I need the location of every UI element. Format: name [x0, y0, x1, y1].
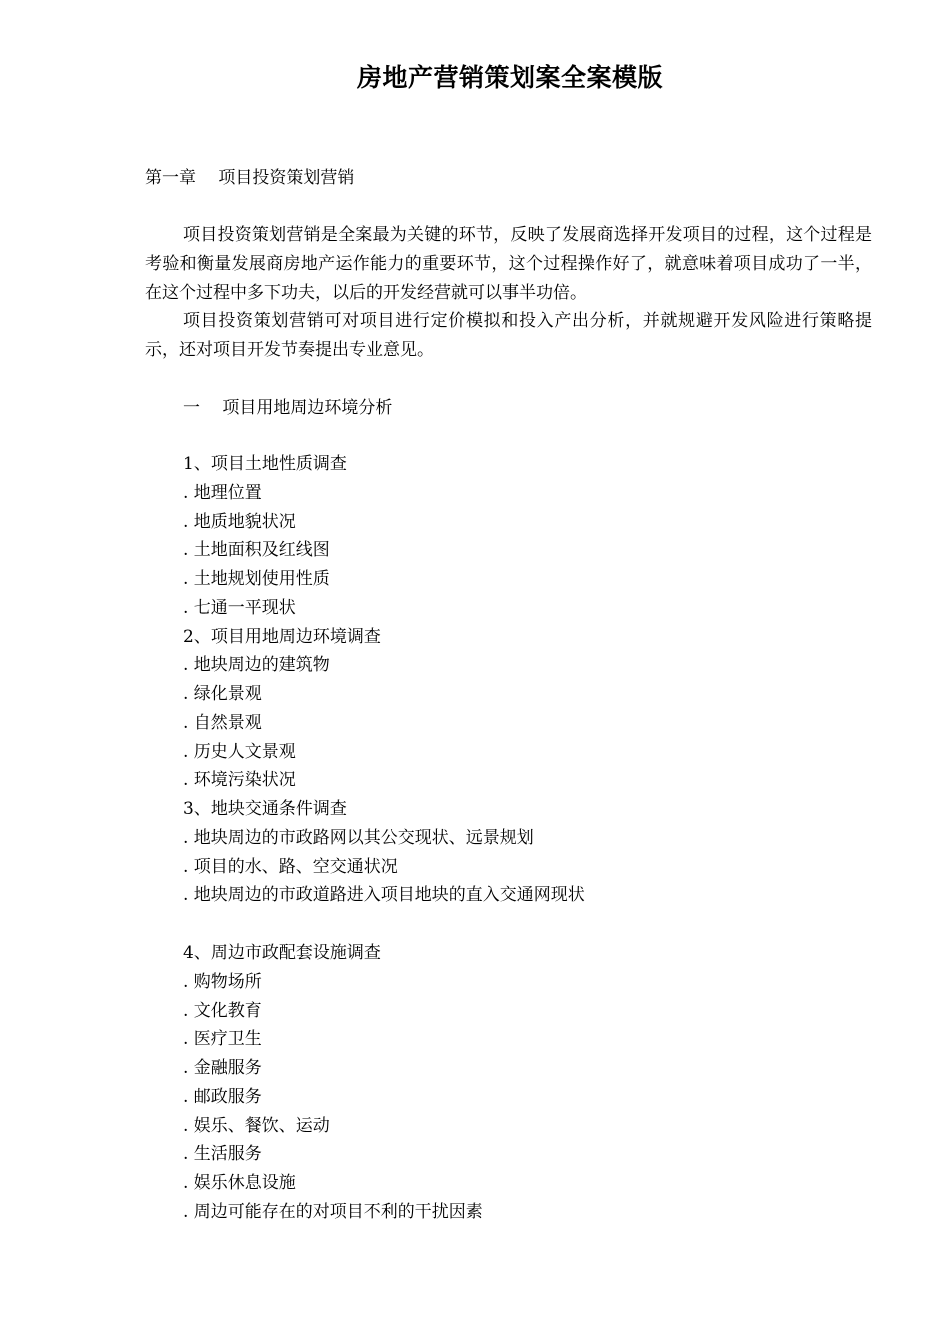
outline-item: . 邮政服务	[183, 1086, 262, 1107]
outline-item: . 土地面积及红线图	[183, 540, 330, 561]
outline-item: . 周边可能存在的对项目不利的干扰因素	[183, 1201, 483, 1222]
intro-paragraph-2: 项目投资策划营销可对项目进行定价模拟和投入产出分析，并就规避开发风险进行策略提示，还对项目开发节奏提出专业意见。	[145, 311, 872, 360]
outline-item: . 地理位置	[183, 482, 262, 503]
outline-item: . 医疗卫生	[183, 1029, 262, 1050]
outline-item: . 七通一平现状	[183, 597, 296, 618]
outline-item: . 地质地貌状况	[183, 511, 296, 532]
outline-item: . 项目的水、路、空交通状况	[183, 856, 398, 877]
outline-list-1	[183, 450, 873, 910]
outline-item: . 娱乐、餐饮、运动	[183, 1115, 330, 1136]
outline-item: . 地块周边的市政道路进入项目地块的直入交通网现状	[183, 885, 585, 906]
outline-list-2	[183, 939, 873, 1227]
chapter-heading: 第一章 项目投资策划营销	[145, 168, 355, 188]
outline-item: . 娱乐休息设施	[183, 1173, 296, 1193]
outline-item: . 生活服务	[183, 1144, 262, 1165]
outline-item: . 历史人文景观	[183, 741, 296, 762]
outline-item: 3、地块交通条件调查	[183, 799, 347, 819]
outline-item: . 地块周边的建筑物	[183, 655, 330, 676]
section-heading: 一 项目用地周边环境分析	[183, 398, 393, 418]
outline-item: . 土地规划使用性质	[183, 569, 330, 589]
outline-item: . 金融服务	[183, 1058, 262, 1078]
intro-paragraph-1: 项目投资策划营销是全案最为关键的环节，反映了发展商选择开发项目的过程，这个过程是考验和衡量发展商房地产运作能力的重要环节，这个过程操作好了，就意味着项目成功了一半，在这个过程中多下功夫，以后的开发经营就可以事半功倍。	[145, 225, 872, 303]
outline-item: . 地块周边的市政路网以其公交现状、远景规划	[183, 827, 534, 848]
outline-item: . 文化教育	[183, 1000, 262, 1021]
document-title: 房地产营销策划案全案模版	[356, 63, 663, 92]
outline-item: . 环境污染状况	[183, 770, 296, 791]
outline-item: . 绿化景观	[183, 684, 262, 704]
outline-item: . 自然景观	[183, 712, 262, 733]
outline-item: . 购物场所	[183, 971, 262, 992]
outline-item: 1、项目土地性质调查	[183, 454, 347, 474]
outline-item: 4、周边市政配套设施调查	[183, 943, 381, 963]
outline-item: 2、项目用地周边环境调查	[183, 626, 381, 647]
